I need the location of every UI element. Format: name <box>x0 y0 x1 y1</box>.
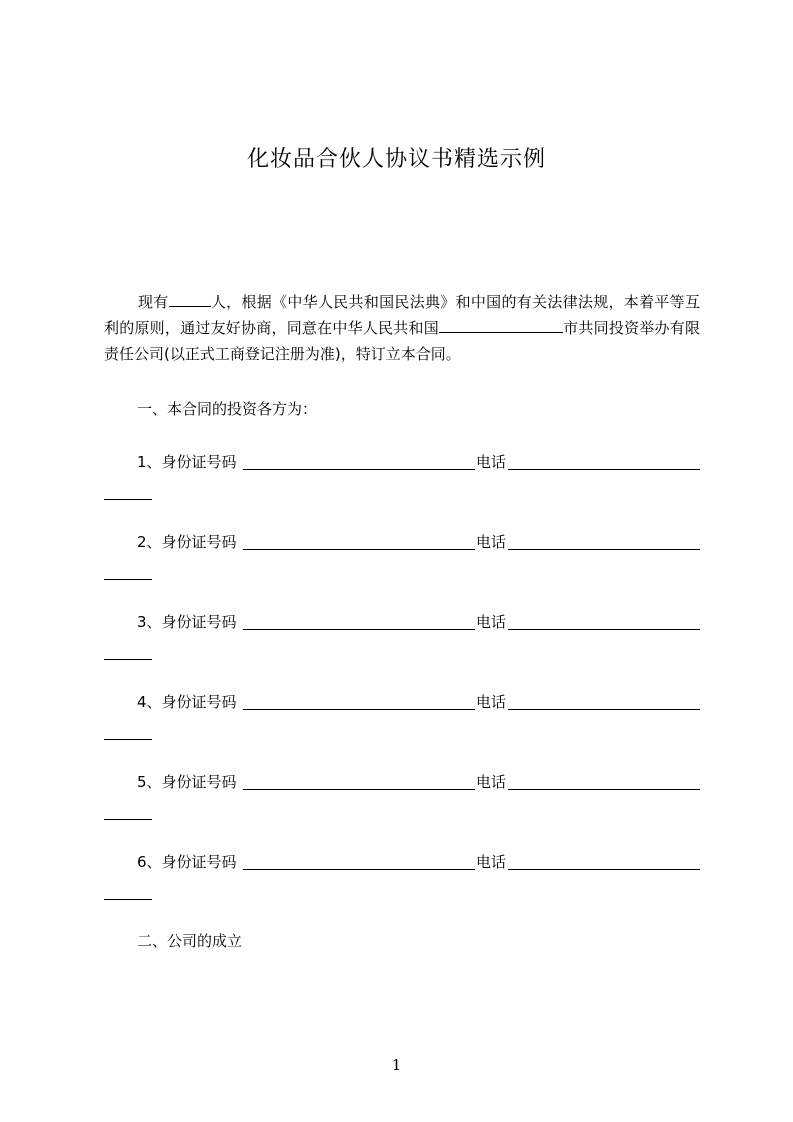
party-id-blank[interactable] <box>243 692 475 710</box>
party-id-blank[interactable] <box>243 452 475 470</box>
party-entry-4 <box>104 692 700 752</box>
party-id-label: 1、身份证号码 <box>137 453 237 471</box>
city-blank[interactable] <box>439 318 563 333</box>
party-phone-blank-continued[interactable] <box>104 562 152 580</box>
party-id-blank[interactable] <box>243 612 475 630</box>
party-entry-6 <box>104 852 700 912</box>
party-phone-label: 电话 <box>476 533 507 551</box>
partner-count-blank[interactable] <box>169 292 211 307</box>
intro-text-start: 现有 <box>138 293 169 311</box>
party-phone-label: 电话 <box>476 773 507 791</box>
party-phone-label: 电话 <box>476 853 507 871</box>
party-phone-label: 电话 <box>476 453 507 471</box>
party-id-label: 5、身份证号码 <box>137 773 237 791</box>
document-title: 化妆品合伙人协议书精选示例 <box>246 147 546 172</box>
party-entry-5 <box>104 772 700 832</box>
party-phone-blank-continued[interactable] <box>104 482 152 500</box>
party-id-label: 2、身份证号码 <box>137 533 237 551</box>
party-phone-label: 电话 <box>476 613 507 631</box>
party-phone-blank-continued[interactable] <box>104 642 152 660</box>
party-phone-blank[interactable] <box>508 612 700 630</box>
party-id-blank[interactable] <box>243 532 475 550</box>
party-entry-3 <box>104 612 700 672</box>
party-id-label: 6、身份证号码 <box>137 853 237 871</box>
party-phone-blank-continued[interactable] <box>104 722 152 740</box>
party-id-label: 4、身份证号码 <box>137 693 237 711</box>
section-1-heading: 一、本合同的投资各方为： <box>137 400 318 418</box>
party-phone-blank[interactable] <box>508 452 700 470</box>
party-id-blank[interactable] <box>243 772 475 790</box>
intro-text-middle: 人，根据《中华人民共和国民法典》和中国的有关法律法规，本着平等互利的原则，通过友好协商，同意在中华人民共和国 <box>104 293 700 337</box>
party-phone-blank[interactable] <box>508 852 700 870</box>
party-phone-label: 电话 <box>476 693 507 711</box>
section-2-heading: 二、公司的成立 <box>137 932 243 950</box>
party-phone-blank[interactable] <box>508 692 700 710</box>
party-phone-blank-continued[interactable] <box>104 882 152 900</box>
party-entry-1 <box>104 452 700 512</box>
party-phone-blank-continued[interactable] <box>104 802 152 820</box>
intro-text-end: 市共同投资举办有限责任公司(以正式工商登记注册为准)，特订立本合同。 <box>104 319 700 363</box>
party-phone-blank[interactable] <box>508 772 700 790</box>
party-id-label: 3、身份证号码 <box>137 613 237 631</box>
intro-paragraph <box>104 289 700 367</box>
party-phone-blank[interactable] <box>508 532 700 550</box>
page-number: 1 <box>391 1056 402 1074</box>
party-id-blank[interactable] <box>243 852 475 870</box>
party-entry-2 <box>104 532 700 592</box>
